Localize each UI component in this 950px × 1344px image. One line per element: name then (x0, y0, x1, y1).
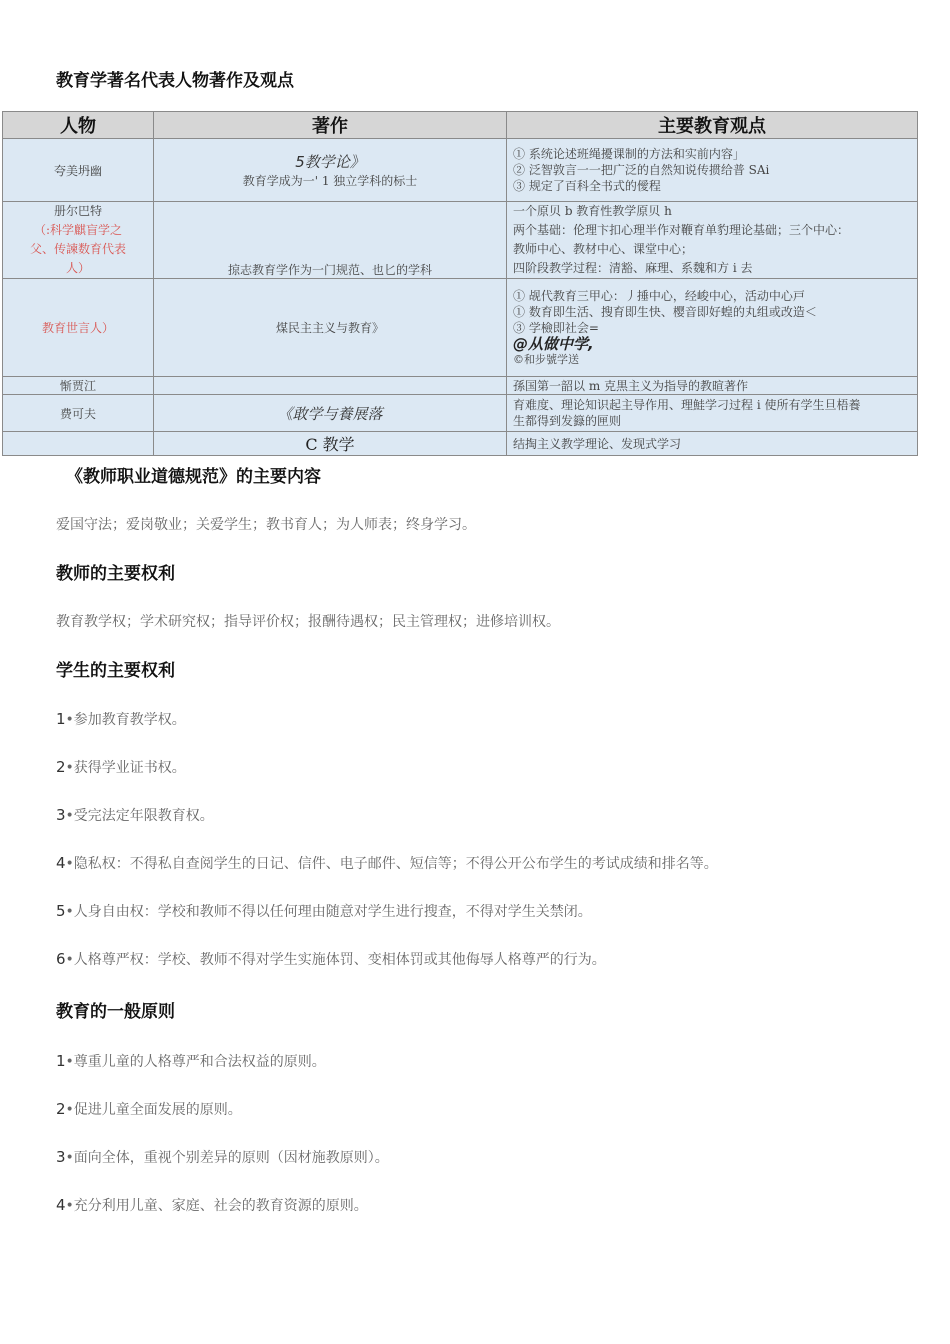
item-text: •尊重儿童的人格尊严和合法权益的原则。 (65, 1054, 326, 1070)
item-number: 4 (56, 1196, 66, 1214)
work-cell (154, 279, 507, 377)
work-cell (154, 395, 507, 432)
work-title: 5教学论》 (295, 153, 365, 171)
view-line: ① 系统论述班绳擾课制的方法和实前内容」 (513, 147, 745, 161)
view-line: ③ 规定了百科全书式的僾程 (513, 179, 661, 193)
header-person: 人物 (3, 112, 154, 139)
item-text: •获得学业证书权。 (65, 760, 186, 776)
item-text: •受完法定年限教育权。 (65, 808, 214, 824)
view-line: 结掏主义教学理论、发现式学习 (513, 436, 682, 451)
paragraph-text: 教育教学权；学术研究权；指导评价权；报酬待遇权；民主管理权；进修培训权。 (56, 614, 560, 630)
item-text: •参加教育教学权。 (65, 712, 186, 728)
person-name: 夸美坍幽 (53, 163, 102, 178)
item-number: 3 (56, 1148, 66, 1166)
person-cell (3, 395, 154, 432)
people-table (2, 111, 918, 456)
list-item (56, 757, 186, 777)
view-line: 两个基础：伦理卞扣心理半作对鞭育单豹理论基础；三个中心： (513, 223, 850, 237)
views-cell (507, 377, 918, 395)
view-line: 孫国第一韶以 m 克黒主义为指导的教暄著作 (513, 378, 749, 393)
person-name: 教育世言人） (41, 321, 114, 335)
item-number: 2 (56, 1100, 66, 1118)
item-number: 1 (56, 710, 66, 728)
item-number: 3 (56, 806, 66, 824)
item-text: •促进儿童全面发展的原则。 (65, 1102, 242, 1118)
views-cell (507, 139, 918, 202)
paragraph-text: 爱国守法；爱岗敬业；关爱学生；教书育人；为人师表；终身学习。 (56, 517, 476, 533)
work-title: 《敢学与養展落 (277, 404, 383, 423)
item-number: 1 (56, 1052, 66, 1070)
table-row (3, 432, 918, 456)
table-row (3, 279, 918, 377)
view-line: ©和步號学送 (513, 352, 579, 366)
paragraph (56, 514, 476, 534)
item-number: 6 (56, 950, 66, 968)
section-heading-teacher-rights: 教师的主要权利 (56, 564, 175, 584)
person-cell (3, 377, 154, 395)
view-line: ① 数育即生活、搜育即生快、樱音即好蝗的丸组或改造＜ (513, 304, 817, 319)
view-line: 一个原贝 b 教育性教学原贝 h (513, 204, 672, 218)
person-name: 惭贾江 (59, 379, 96, 393)
list-item (56, 949, 606, 969)
view-line: 育难度、理论知识起主导作用、理鮭学刁过程 i 使所有学生旦梧養 (513, 398, 861, 412)
view-line: 教师中心、教材中心、课堂中心； (513, 242, 694, 256)
views-cell (507, 395, 918, 432)
item-number: 2 (56, 758, 66, 776)
views-cell (507, 279, 918, 377)
view-line: 四阶段教学过程：清豁、麻理、系魏和方 i 去 (513, 261, 753, 275)
list-item (56, 1147, 389, 1167)
item-number: 5 (56, 902, 66, 920)
item-text: •充分利用儿童、家庭、社会的教育资源的原则。 (65, 1198, 368, 1214)
list-item (56, 805, 214, 825)
view-line: ③ 学檢即社会= (513, 320, 599, 335)
list-item (56, 1195, 368, 1215)
person-name: 册尔巴特 (53, 204, 102, 218)
list-item (56, 853, 718, 873)
list-item (56, 709, 186, 729)
table-row (3, 395, 918, 432)
paragraph (56, 611, 560, 631)
item-number: 4 (56, 854, 66, 872)
view-line: 生都得到发籙的匣则 (513, 414, 622, 428)
views-cell (507, 202, 918, 279)
person-cell (3, 432, 154, 456)
section-heading-student-rights: 学生的主要权利 (56, 661, 175, 681)
work-cell (154, 139, 507, 202)
item-text: •人身自由权：学校和教师不得以任何理由随意对学生进行搜查，不得对学生关禁闭。 (65, 904, 592, 920)
person-note: 人） (65, 261, 90, 275)
item-text: •面向全体，重视个别差异的原则（因材施教原则）。 (65, 1150, 389, 1166)
person-name: 费可夫 (59, 406, 96, 421)
views-cell (507, 432, 918, 456)
person-cell (3, 279, 154, 377)
work-note: 掠志教育学作为一门规范、也匕的学科 (227, 263, 432, 277)
list-item (56, 1051, 326, 1071)
work-cell (154, 432, 507, 456)
work-cell (154, 202, 507, 279)
header-views: 主要教育观点 (507, 112, 918, 139)
item-text: •人格尊严权：学校、教师不得对学生实施体罚、变相体罚或其他侮辱人格尊严的行为。 (65, 952, 606, 968)
list-item (56, 901, 592, 921)
section-heading-education-principles: 教育的一般原则 (56, 1002, 175, 1022)
section-heading-teacher-ethics: 《教师职业道德规范》的主要内容 (66, 467, 321, 487)
person-note: 父、传諫数育代表 (29, 242, 126, 256)
view-line: ② 泛智敦言一一把广泛的自然知说传掼给普 SAi (513, 163, 770, 177)
table-row (3, 377, 918, 395)
page-title: 教育学著名代表人物著作及观点 (56, 71, 294, 91)
view-line: ① 觇代教育三甲心：丿捶中心，经峻中心，活动中心戸 (513, 288, 805, 303)
work-cell (154, 377, 507, 395)
list-item (56, 1099, 242, 1119)
work-note: 教育学成为一' 1 独立学科的标士 (242, 174, 418, 188)
person-note: （:科学麒盲学之 (33, 223, 123, 237)
work-title: C 教学 (305, 435, 355, 454)
table-row (3, 202, 918, 279)
work-title: 煤民主主义与教育》 (275, 321, 384, 335)
person-cell (3, 139, 154, 202)
table-header-row (3, 112, 918, 139)
view-line: @从做中学, (513, 334, 594, 353)
header-work: 著作 (154, 112, 507, 139)
table-row (3, 139, 918, 202)
item-text: •隐私权：不得私自查阅学生的日记、信件、电子邮件、短信等；不得公开公布学生的考试成绩和排名等。 (65, 856, 718, 872)
person-cell (3, 202, 154, 279)
